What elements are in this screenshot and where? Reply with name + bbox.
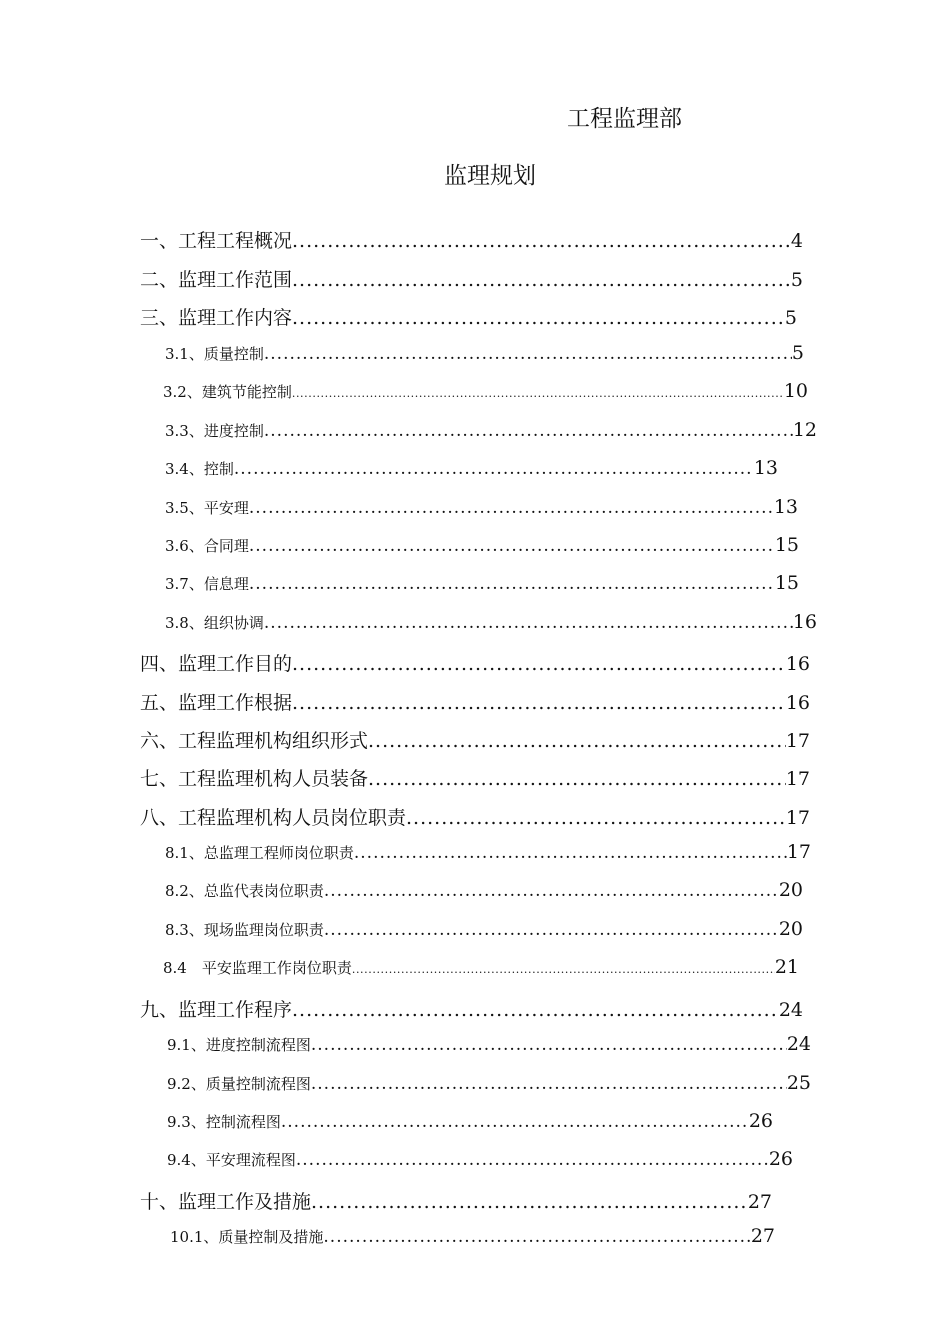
toc-entry-page: 24	[778, 999, 803, 1021]
toc-entry-page: 26	[748, 1110, 773, 1132]
toc-leader-dots	[264, 613, 793, 633]
toc-entry[interactable]	[167, 1072, 811, 1104]
toc-entry[interactable]	[140, 995, 803, 1027]
toc-entry-page: 15	[774, 572, 799, 594]
toc-entry-page: 5	[791, 342, 804, 364]
toc-leader-dots	[354, 843, 787, 863]
toc-entry[interactable]	[140, 226, 803, 258]
toc-entry[interactable]	[170, 1225, 775, 1257]
toc-entry-page: 16	[785, 653, 810, 675]
toc-entry-label: 十、监理工作及措施	[140, 1191, 312, 1213]
toc-entry-label: 3.8、组织协调	[165, 614, 264, 632]
toc-entry[interactable]	[165, 879, 803, 911]
toc-entry-page: 5	[784, 307, 797, 329]
toc-leader-dots	[311, 1035, 787, 1055]
toc-entry[interactable]	[140, 303, 797, 335]
toc-entry-page: 5	[790, 269, 803, 291]
toc-entry-page: 10	[783, 380, 808, 402]
toc-entry-label: 3.4、控制	[165, 460, 234, 478]
toc-leader-dots	[292, 999, 779, 1021]
document-title: 监理规划	[444, 163, 536, 189]
toc-entry[interactable]	[165, 457, 778, 489]
toc-leader-dots	[292, 692, 786, 714]
toc-entry-page: 21	[774, 956, 799, 978]
toc-entry-page: 4	[790, 230, 803, 252]
toc-leader-dots	[292, 230, 791, 252]
toc-entry-label: 8.3、现场监理岗位职责	[165, 921, 324, 939]
toc-entry[interactable]	[140, 726, 810, 758]
toc-entry[interactable]	[140, 1187, 772, 1219]
toc-entry[interactable]	[165, 496, 798, 528]
toc-leader-dots	[292, 653, 786, 675]
toc-leader-dots	[406, 807, 786, 829]
toc-entry-label: 二、监理工作范围	[140, 269, 293, 291]
toc-entry-page: 26	[768, 1148, 793, 1170]
toc-leader-dots	[352, 963, 775, 976]
toc-entry[interactable]	[167, 1148, 793, 1180]
toc-leader-dots	[264, 421, 793, 441]
toc-entry-label: 10.1、质量控制及措施	[170, 1228, 324, 1246]
toc-entry[interactable]	[165, 342, 804, 374]
toc-entry-page: 16	[792, 611, 817, 633]
toc-entry[interactable]	[140, 265, 803, 297]
toc-entry-page: 27	[750, 1225, 775, 1247]
toc-entry[interactable]	[167, 1033, 811, 1065]
toc-entry[interactable]	[165, 841, 811, 873]
toc-entry-label: 3.5、平安理	[165, 499, 249, 517]
toc-leader-dots	[368, 768, 786, 790]
toc-leader-dots	[281, 1112, 749, 1132]
toc-entry[interactable]	[165, 534, 799, 566]
toc-entry-page: 20	[778, 879, 803, 901]
toc-leader-dots	[234, 459, 754, 479]
toc-entry-page: 13	[773, 496, 798, 518]
toc-entry-label: 9.4、平安理流程图	[167, 1151, 296, 1169]
toc-entry[interactable]	[140, 764, 810, 796]
toc-leader-dots	[249, 498, 774, 518]
toc-entry-label: 9.1、进度控制流程图	[167, 1036, 311, 1054]
toc-entry[interactable]	[167, 1110, 773, 1142]
toc-entry-label: 四、监理工作目的	[140, 653, 293, 675]
toc-entry-page: 27	[747, 1191, 772, 1213]
toc-leader-dots	[368, 730, 786, 752]
toc-entry[interactable]	[140, 688, 810, 720]
toc-leader-dots	[296, 1150, 769, 1170]
toc-entry-label: 七、工程监理机构人员装备	[140, 768, 369, 790]
toc-leader-dots	[323, 1227, 750, 1247]
toc-entry-page: 17	[785, 768, 810, 790]
toc-entry-page: 17	[785, 730, 810, 752]
toc-entry-label: 8.4 平安监理工作岗位职责	[163, 959, 352, 977]
toc-entry[interactable]	[165, 611, 817, 643]
toc-entry-label: 3.2、建筑节能控制	[163, 383, 292, 401]
department-name: 工程监理部	[567, 106, 682, 132]
toc-entry[interactable]	[165, 572, 799, 604]
toc-entry-label: 五、监理工作根据	[140, 692, 293, 714]
toc-entry-page: 13	[753, 457, 778, 479]
toc-leader-dots	[324, 920, 779, 940]
toc-entry[interactable]	[140, 803, 810, 835]
toc-entry-page: 24	[786, 1033, 811, 1055]
toc-entry-label: 3.6、合同理	[165, 537, 249, 555]
toc-entry-page: 16	[785, 692, 810, 714]
toc-entry-page: 20	[778, 918, 803, 940]
toc-entry-page: 25	[786, 1072, 811, 1094]
toc-entry-label: 8.1、总监理工程师岗位职责	[165, 844, 354, 862]
toc-leader-dots	[292, 269, 791, 291]
toc-leader-dots	[249, 574, 775, 594]
toc-leader-dots	[292, 307, 785, 329]
toc-entry-label: 3.7、信息理	[165, 575, 249, 593]
toc-leader-dots	[311, 1074, 787, 1094]
toc-entry-page: 17	[785, 807, 810, 829]
toc-leader-dots	[249, 536, 775, 556]
toc-entry-label: 9.2、质量控制流程图	[167, 1075, 311, 1093]
toc-leader-dots	[264, 344, 792, 364]
toc-leader-dots	[311, 1191, 748, 1213]
toc-leader-dots	[292, 387, 784, 400]
toc-entry-label: 3.1、质量控制	[165, 345, 264, 363]
toc-entry[interactable]	[140, 649, 810, 681]
toc-entry[interactable]	[165, 419, 817, 451]
toc-entry-page: 12	[792, 419, 817, 441]
toc-entry-page: 15	[774, 534, 799, 556]
toc-entry-label: 三、监理工作内容	[140, 307, 293, 329]
toc-entry-label: 八、工程监理机构人员岗位职责	[140, 807, 407, 829]
toc-entry-label: 8.2、总监代表岗位职责	[165, 882, 324, 900]
toc-entry-page: 17	[786, 841, 811, 863]
toc-entry[interactable]	[165, 918, 803, 950]
toc-entry-label: 一、工程工程概况	[140, 230, 293, 252]
toc-entry[interactable]	[163, 380, 808, 412]
toc-leader-dots	[324, 881, 779, 901]
toc-entry[interactable]	[163, 956, 799, 988]
toc-entry-label: 六、工程监理机构组织形式	[140, 730, 369, 752]
toc-entry-label: 3.3、进度控制	[165, 422, 264, 440]
toc-entry-label: 九、监理工作程序	[140, 999, 293, 1021]
toc-entry-label: 9.3、控制流程图	[167, 1113, 281, 1131]
